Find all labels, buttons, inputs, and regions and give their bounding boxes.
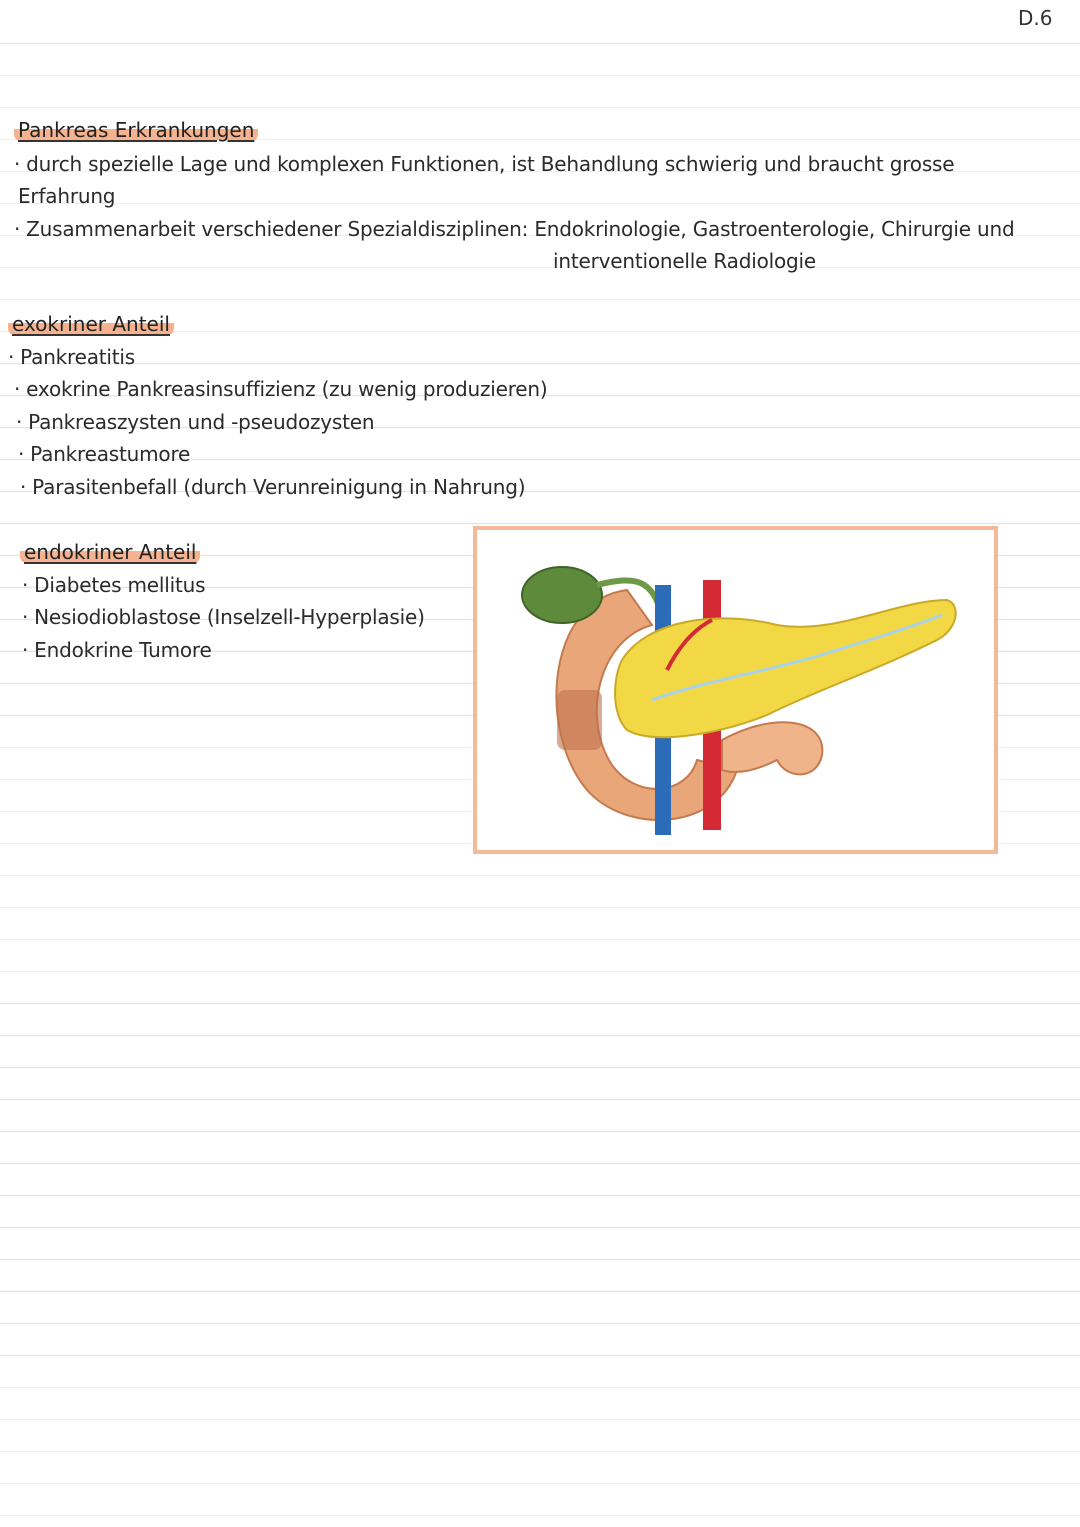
- list-item: [16, 410, 374, 434]
- gallbladder: [522, 567, 602, 623]
- bullet: ·: [14, 217, 21, 241]
- list-item-text: Parasitenbefall (durch Verunreinigung in Nahrung): [32, 475, 526, 499]
- pancreas-illustration: [477, 530, 994, 850]
- text-line-content: durch spezielle Lage und komplexen Funktionen, ist Behandlung schwierig und braucht grosse: [26, 152, 955, 176]
- bullet: ·: [14, 377, 21, 401]
- list-item: [14, 377, 547, 401]
- duodenum-folds: [557, 690, 602, 750]
- bullet: ·: [18, 442, 25, 466]
- list-item: [22, 638, 212, 662]
- text-line-content: interventionelle Radiologie: [553, 249, 816, 273]
- text-line-content: Erfahrung: [18, 184, 116, 208]
- bullet: ·: [20, 475, 27, 499]
- list-item-text: Endokrine Tumore: [34, 638, 212, 662]
- list-item: [22, 605, 425, 629]
- section-heading-exokrin: exokriner Anteil: [8, 312, 174, 336]
- page-number: D.6: [1018, 6, 1053, 30]
- bullet: ·: [22, 638, 29, 662]
- list-item: [20, 475, 525, 499]
- list-item-text: Pankreaszysten und -pseudozysten: [28, 410, 375, 434]
- section-heading-endokrin: endokriner Anteil: [20, 540, 200, 564]
- text-line-content: Zusammenarbeit verschiedener Spezialdisziplinen: Endokrinologie, Gastroenterologie, Chirurgie und: [26, 217, 1015, 241]
- text-line: [18, 184, 115, 208]
- list-item-text: exokrine Pankreasinsuffizienz (zu wenig produzieren): [26, 377, 548, 401]
- bullet: ·: [8, 345, 15, 369]
- list-item: [8, 345, 135, 369]
- bullet: ·: [14, 152, 21, 176]
- section-heading-erkrankungen: Pankreas Erkrankungen: [14, 118, 258, 142]
- list-item-text: Diabetes mellitus: [34, 573, 206, 597]
- bullet: ·: [16, 410, 23, 434]
- list-item: [22, 573, 205, 597]
- text-line: [553, 249, 816, 273]
- list-item-text: Nesiodioblastose (Inselzell-Hyperplasie): [34, 605, 425, 629]
- pancreas-figure: [473, 526, 998, 854]
- list-item: [18, 442, 190, 466]
- text-line: [14, 217, 1015, 241]
- bullet: ·: [22, 605, 29, 629]
- bullet: ·: [22, 573, 29, 597]
- duodenum-lower: [722, 722, 822, 774]
- list-item-text: Pankreastumore: [30, 442, 191, 466]
- list-item-text: Pankreatitis: [20, 345, 136, 369]
- text-line: [14, 152, 954, 176]
